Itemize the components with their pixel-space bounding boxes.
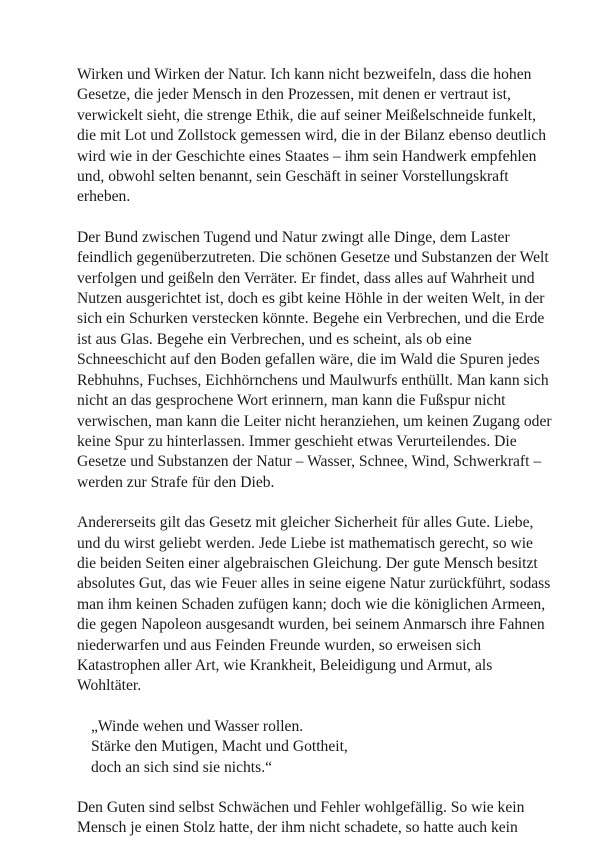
text-line: Mensch je einen Stolz hatte, der ihm nicht schadete, so hatte auch kein (77, 819, 518, 837)
verse-quote (91, 717, 537, 778)
document-page (77, 65, 552, 859)
text-line: Gesetze, die jeder Mensch in den Prozessen, mit denen er vertraut ist, (77, 86, 511, 104)
text-line: keine Spur zu hinterlassen. Immer geschieht etwas Verurteilendes. Die (77, 432, 517, 450)
text-line: ist aus Glas. Begehe ein Verbrechen, und es scheint, als ob eine (77, 330, 472, 348)
verse-line: Stärke den Mutigen, Macht und Gottheit, (91, 738, 348, 756)
text-line: wird wie in der Geschichte eines Staates – ihm sein Handwerk empfehlen (77, 147, 537, 165)
text-line: Wohltäter. (77, 677, 142, 695)
verse-line: doch an sich sind sie nichts.“ (91, 758, 273, 776)
text-line: Rebhuhns, Fuchses, Eichhörnchens und Maulwurfs enthüllt. Man kann sich (77, 371, 549, 389)
text-line: sich ein Schurken verstecken könnte. Begehe ein Verbrechen, und die Erde (77, 310, 545, 328)
text-line: und du wirst geliebt werden. Jede Liebe ist mathematisch gerecht, so wie (77, 534, 533, 552)
text-line: die gegen Napoleon ausgesandt wurden, bei seinem Anmarsch ihre Fahnen (77, 616, 545, 634)
text-line: verwischen, man kann die Leiter nicht heranziehen, um keinen Zugang oder (77, 412, 552, 430)
text-line: Schneeschicht auf den Boden gefallen wäre, die im Wald die Spuren jedes (77, 351, 540, 369)
text-line: verfolgen und geißeln den Verräter. Er findet, dass alles auf Wahrheit und (77, 269, 535, 287)
text-line: niederwarfen und aus Feinden Freunde wurden, so erweisen sich (77, 636, 482, 654)
text-line: Katastrophen aller Art, wie Krankheit, Beleidigung und Armut, als (77, 656, 493, 674)
text-line: die beiden Seiten einer algebraischen Gleichung. Der gute Mensch besitzt (77, 554, 538, 572)
text-line: die mit Lot und Zollstock gemessen wird, die in der Bilanz ebenso deutlich (77, 127, 547, 145)
text-line: absolutes Gut, das wie Feuer alles in seine eigene Natur zurückführt, sodass (77, 575, 551, 593)
text-line: werden zur Strafe für den Dieb. (77, 473, 275, 491)
verse-line: „Winde wehen und Wasser rollen. (91, 717, 304, 735)
text-line: Wirken und Wirken der Natur. Ich kann nicht bezweifeln, dass die hohen (77, 66, 532, 83)
text-line: verwickelt sieht, die strenge Ethik, die auf seiner Meißelschneide funkelt, (77, 106, 536, 124)
text-line: und, obwohl selten benannt, sein Geschäft in seiner Vorstellungskraft (77, 168, 509, 186)
paragraph-1 (77, 65, 547, 208)
text-line: feindlich gegenüberzutreten. Die schönen Gesetze und Substanzen der Welt (77, 249, 549, 267)
text-line: nicht an das gesprochene Wort erinnern, man kann die Fußspur nicht (77, 392, 506, 410)
paragraph-3 (77, 513, 551, 697)
paragraph-2 (77, 228, 552, 493)
text-line: Den Guten sind selbst Schwächen und Fehler wohlgefällig. So wie kein (77, 799, 525, 816)
text-line: Andererseits gilt das Gesetz mit gleicher Sicherheit für alles Gute. Liebe, (77, 514, 534, 532)
text-line: Gesetze und Substanzen der Natur – Wasser, Schnee, Wind, Schwerkraft – (77, 453, 542, 471)
text-line: Der Bund zwischen Tugend und Natur zwingt alle Dinge, dem Laster (77, 228, 510, 246)
text-line: man ihm keinen Schaden zufügen kann; doch wie die königlichen Armeen, (77, 595, 546, 613)
paragraph-closing (77, 798, 537, 839)
text-line: Nutzen ausgerichtet ist, doch es gibt keine Höhle in der weiten Welt, in der (77, 290, 545, 308)
text-line: erheben. (77, 188, 131, 206)
